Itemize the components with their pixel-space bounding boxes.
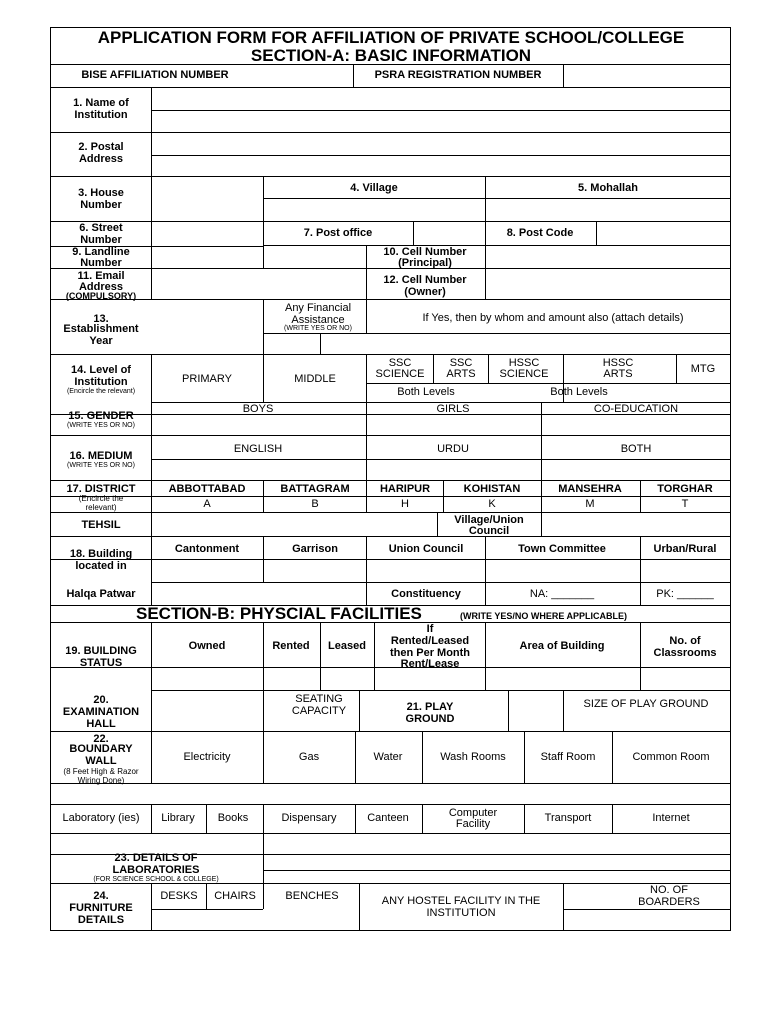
area-building-label: Area of Building xyxy=(519,640,605,652)
transport-label: Transport xyxy=(544,812,592,824)
post-office-label: 7. Post office xyxy=(303,227,373,239)
seating-capacity-label: SEATING xyxy=(295,693,343,705)
level-ssc-arts[interactable]: SSC xyxy=(449,357,473,369)
exam-hall-label-2: EXAMINATION xyxy=(62,706,140,718)
district-mansehra[interactable]: MANSEHRA xyxy=(558,483,622,495)
building-location-label-2: located in xyxy=(75,560,127,572)
post-office-field[interactable] xyxy=(414,222,485,245)
village-label: 4. Village xyxy=(350,182,398,194)
district-code-t[interactable]: T xyxy=(681,498,689,510)
play-ground-size-field[interactable] xyxy=(564,712,730,731)
level-hssc-science-2: SCIENCE xyxy=(499,368,549,380)
boarders-label: NO. OF xyxy=(650,884,688,896)
street-label: 6. Street xyxy=(79,222,123,234)
canteen-label: Canteen xyxy=(367,812,409,824)
level-hssc-arts-2: ARTS xyxy=(603,368,633,380)
loc-garrison-label: Garrison xyxy=(292,543,338,555)
boundary-wall-note: (8 Feet High & Razor xyxy=(63,767,139,776)
level-note: (Encircle the relevant) xyxy=(66,388,136,395)
loc-garrison-field[interactable] xyxy=(264,560,366,582)
loc-urban-rural-label: Urban/Rural xyxy=(653,543,717,555)
medium-both-field[interactable] xyxy=(542,460,730,480)
level-hssc-arts[interactable]: HSSC xyxy=(602,357,634,369)
district-code-k[interactable]: K xyxy=(488,498,496,510)
computer-facility-label: Computer xyxy=(448,807,498,819)
classrooms-label-2: Classrooms xyxy=(653,647,717,659)
boundary-wall-label-3: WALL xyxy=(85,755,117,767)
exam-hall-label: 20. xyxy=(93,694,109,706)
facilities-answer-row-1[interactable] xyxy=(51,784,730,804)
financial-details-field[interactable] xyxy=(367,334,730,354)
owned-field[interactable] xyxy=(152,668,263,690)
gender-boys-label: BOYS xyxy=(242,403,274,415)
form-title: APPLICATION FORM FOR AFFILIATION OF PRIVATE SCHOOL/COLLEGE xyxy=(97,28,685,47)
district-note-2: relevant) xyxy=(85,503,117,512)
section-b-note: (WRITE YES/NO WHERE APPLICABLE) xyxy=(460,611,628,621)
furniture-label: 24. xyxy=(93,890,109,902)
village-union-label: Village/Union xyxy=(454,514,524,526)
boundary-wall-label-2: BOUNDARY xyxy=(69,743,133,755)
district-haripur[interactable]: HARIPUR xyxy=(379,483,431,495)
level-middle[interactable]: MIDDLE xyxy=(294,373,336,385)
gas-label: Gas xyxy=(298,751,320,763)
leased-label: Leased xyxy=(328,640,366,652)
exam-hall-label-3: HALL xyxy=(86,718,116,730)
play-ground-size-label: SIZE OF PLAY GROUND xyxy=(583,698,709,710)
medium-english-field[interactable] xyxy=(152,460,366,480)
gender-boys-field[interactable] xyxy=(152,415,366,435)
tehsil-label: TEHSIL xyxy=(81,519,121,531)
gender-co-field[interactable] xyxy=(542,415,730,435)
boundary-wall-label: 22. xyxy=(93,733,109,745)
level-both-hssc[interactable]: Both Levels xyxy=(550,386,608,398)
level-both-ssc[interactable]: Both Levels xyxy=(397,386,455,398)
bise-number-label: BISE AFFILIATION NUMBER xyxy=(81,69,229,81)
postal-label-2: Address xyxy=(78,153,124,165)
books-label: Books xyxy=(217,812,249,824)
hostel-facility-label: ANY HOSTEL FACILITY IN THE xyxy=(381,895,541,907)
medium-both-label: BOTH xyxy=(620,443,652,455)
district-battagram[interactable]: BATTAGRAM xyxy=(280,483,350,495)
level-ssc-science-2: SCIENCE xyxy=(375,368,425,380)
halqa-patwar-label: Halqa Patwar xyxy=(66,588,136,600)
village-union-field[interactable] xyxy=(542,513,730,536)
rent-label: If xyxy=(426,623,434,635)
labs-details-field[interactable] xyxy=(264,855,730,883)
labs-details-label: 23. DETAILS OF xyxy=(114,852,198,864)
loc-cantonment-field[interactable] xyxy=(152,560,263,582)
loc-union-council-label: Union Council xyxy=(388,543,464,555)
medium-urdu-field[interactable] xyxy=(367,460,541,480)
rented-label: Rented xyxy=(272,640,310,652)
financial-label: Any Financial xyxy=(284,302,352,314)
rent-label-2: Rented/Leased xyxy=(390,635,470,647)
labs-details-note: (FOR SCIENCE SCHOOL & COLLEGE) xyxy=(93,876,219,883)
constituency-label: Constituency xyxy=(391,588,461,600)
gender-girls-label: GIRLS xyxy=(436,403,470,415)
building-location-label: 18. Building xyxy=(69,548,133,560)
district-code-a[interactable]: A xyxy=(203,498,211,510)
gender-note: (WRITE YES OR NO) xyxy=(67,422,135,429)
mohallah-label: 5. Mohallah xyxy=(578,182,638,194)
medium-label: 16. MEDIUM xyxy=(69,450,133,462)
furniture-label-2: FURNITURE xyxy=(69,902,133,914)
common-room-label: Common Room xyxy=(632,751,710,763)
chairs-label: CHAIRS xyxy=(214,890,256,902)
cell-owner-label: 12. Cell Number xyxy=(383,274,467,286)
classrooms-label: No. of xyxy=(669,635,701,647)
name-label: 1. Name of xyxy=(73,97,129,109)
rented-field[interactable] xyxy=(264,668,320,690)
district-abbottabad[interactable]: ABBOTTABAD xyxy=(168,483,246,495)
computer-facility-label-2: Facility xyxy=(455,818,491,830)
name-label-2: Institution xyxy=(74,109,128,121)
financial-note: (WRITE YES OR NO) xyxy=(284,325,352,332)
establishment-label: 13. xyxy=(93,313,109,325)
area-building-field[interactable] xyxy=(486,668,640,690)
na-field[interactable]: NA: _______ xyxy=(529,588,595,600)
leased-field[interactable] xyxy=(321,668,374,690)
bise-number-field[interactable] xyxy=(264,65,353,87)
pk-field[interactable]: PK: ______ xyxy=(656,588,714,600)
rent-label-4: Rent/Lease xyxy=(400,658,460,670)
establishment-year-field[interactable] xyxy=(152,300,263,354)
halqa-patwar-field[interactable] xyxy=(152,583,366,605)
play-ground-label: 21. PLAY xyxy=(406,701,454,713)
building-status-label-2: STATUS xyxy=(79,657,123,669)
financial-assistance-field[interactable] xyxy=(264,334,320,354)
district-kohistan[interactable]: KOHISTAN xyxy=(463,483,521,495)
district-code-m[interactable]: M xyxy=(585,498,595,510)
laboratory-label: Laboratory (ies) xyxy=(62,812,140,824)
labs-details-label-2: LABORATORIES xyxy=(112,864,200,876)
seating-capacity-field[interactable] xyxy=(264,717,359,731)
level-ssc-arts-2: ARTS xyxy=(446,368,476,380)
cell-principal-label: 10. Cell Number xyxy=(383,246,467,258)
hostel-facility-label-2: INSTITUTION xyxy=(426,907,496,919)
staff-room-label: Staff Room xyxy=(540,751,596,763)
boarders-label-2: BOARDERS xyxy=(638,896,700,908)
boarders-field[interactable] xyxy=(564,910,730,930)
email-label: 11. Email xyxy=(77,270,125,282)
post-code-label: 8. Post Code xyxy=(506,227,574,239)
cell-owner-label-2: (Owner) xyxy=(404,286,446,298)
establishment-label-3: Year xyxy=(89,335,113,347)
level-label: 14. Level of xyxy=(71,364,131,376)
medium-english-label: ENGLISH xyxy=(233,443,283,455)
gender-girls-field[interactable] xyxy=(367,415,541,435)
internet-label: Internet xyxy=(652,812,690,824)
benches-field[interactable] xyxy=(264,905,359,930)
play-ground-label-2: GROUND xyxy=(405,713,455,725)
level-ssc-science[interactable]: SSC xyxy=(388,357,412,369)
cell-owner-field[interactable] xyxy=(486,269,730,299)
district-code-b[interactable]: B xyxy=(311,498,319,510)
level-label-2: Institution xyxy=(74,376,128,388)
seating-capacity-label-2: CAPACITY xyxy=(291,705,347,717)
financial-details-label: If Yes, then by whom and amount also (attach details) xyxy=(422,312,684,324)
street-number-field[interactable] xyxy=(152,222,263,246)
village-union-label-2: Council xyxy=(468,525,510,537)
gender-label: 15. GENDER xyxy=(68,410,134,422)
district-code-h[interactable]: H xyxy=(401,498,409,510)
house-label-2: Number xyxy=(80,199,122,211)
cell-principal-label-2: (Principal) xyxy=(398,257,452,269)
cell-principal-field[interactable] xyxy=(486,247,730,268)
street-label-2: Number xyxy=(80,234,122,246)
furniture-label-3: DETAILS xyxy=(77,914,125,926)
psra-number-field[interactable] xyxy=(564,65,730,87)
medium-note: (WRITE YES OR NO) xyxy=(67,462,135,469)
electricity-label: Electricity xyxy=(183,751,231,763)
loc-urban-rural-field[interactable] xyxy=(641,560,730,582)
chairs-field[interactable] xyxy=(207,910,263,930)
postal-address-field[interactable] xyxy=(152,133,730,176)
email-note: (COMPULSORY) xyxy=(65,291,137,301)
library-label: Library xyxy=(161,812,195,824)
desks-label: DESKS xyxy=(160,890,198,902)
establishment-label-2: Establishment xyxy=(63,323,139,335)
post-code-field[interactable] xyxy=(597,222,730,245)
house-number-field[interactable] xyxy=(152,177,263,221)
loc-cantonment-label: Cantonment xyxy=(174,543,240,555)
house-label: 3. House xyxy=(78,187,124,199)
email-label-2: Address xyxy=(78,281,124,293)
village-field[interactable] xyxy=(264,199,485,221)
loc-union-council-field[interactable] xyxy=(367,560,485,582)
loc-town-committee-field[interactable] xyxy=(486,560,640,582)
section-a-heading: SECTION-A: BASIC INFORMATION xyxy=(250,46,532,65)
rent-per-month-field[interactable] xyxy=(375,668,485,690)
medium-urdu-label: URDU xyxy=(437,443,469,455)
psra-number-label: PSRA REGISTRATION NUMBER xyxy=(374,69,542,81)
district-torghar[interactable]: TORGHAR xyxy=(657,483,713,495)
exam-hall-field[interactable] xyxy=(152,691,263,731)
dispensary-label: Dispensary xyxy=(281,812,337,824)
level-hssc-science[interactable]: HSSC xyxy=(508,357,540,369)
institution-name-field[interactable] xyxy=(152,88,730,132)
landline-field[interactable] xyxy=(152,247,263,268)
mohallah-field[interactable] xyxy=(486,199,730,221)
owned-label: Owned xyxy=(188,640,226,652)
landline-label: 9. Landline xyxy=(72,246,130,258)
facilities-answer-row-2[interactable] xyxy=(51,834,730,854)
wash-rooms-label: Wash Rooms xyxy=(440,751,506,763)
benches-label: BENCHES xyxy=(285,890,339,902)
loc-town-committee-label: Town Committee xyxy=(518,543,606,555)
water-label: Water xyxy=(373,751,403,763)
email-field[interactable] xyxy=(152,269,366,299)
landline-label-2: Number xyxy=(80,257,122,269)
level-mtg[interactable]: MTG xyxy=(690,363,716,375)
building-status-label: 19. BUILDING xyxy=(65,645,137,657)
classrooms-field[interactable] xyxy=(641,668,730,690)
play-ground-field[interactable] xyxy=(509,691,563,731)
desks-field[interactable] xyxy=(152,910,206,930)
postal-label: 2. Postal xyxy=(78,141,124,153)
financial-label-2: Assistance xyxy=(291,314,345,326)
rent-label-3: then Per Month xyxy=(389,647,471,659)
tehsil-field[interactable] xyxy=(152,513,437,536)
section-b-heading: SECTION-B: PHYSCIAL FACILITIES xyxy=(136,604,422,623)
boundary-wall-note-2: Wiring Done) xyxy=(77,776,125,785)
level-primary[interactable]: PRIMARY xyxy=(182,373,232,385)
gender-co-label: CO-EDUCATION xyxy=(593,403,679,415)
district-note: (Encircle the xyxy=(78,494,124,503)
district-label: 17. DISTRICT xyxy=(66,483,136,495)
